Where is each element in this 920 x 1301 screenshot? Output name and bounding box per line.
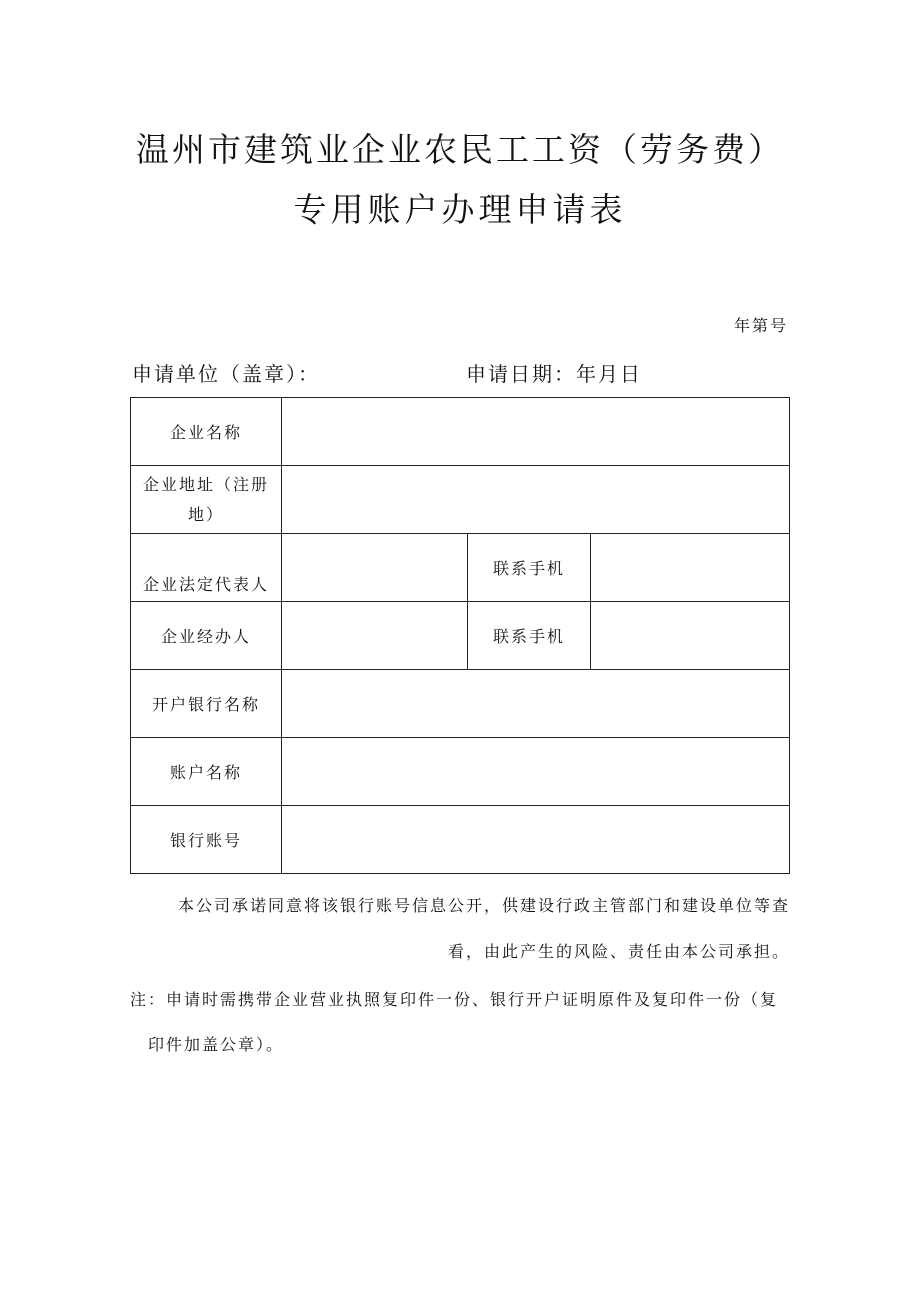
handler-label: 企业经办人 (131, 602, 282, 670)
account-name-label: 账户名称 (131, 738, 282, 806)
note-line1: 注：申请时需携带企业营业执照复印件一份、银行开户证明原件及复印件一份（复 (130, 990, 779, 1009)
table-row (131, 398, 790, 466)
legal-representative-field[interactable] (282, 534, 468, 602)
contact-phone-label-1: 联系手机 (468, 534, 591, 602)
company-name-label: 企业名称 (131, 398, 282, 466)
company-address-label: 企业地址（注册地） (131, 466, 282, 534)
bank-name-field[interactable] (282, 670, 790, 738)
table-row (131, 806, 790, 874)
company-name-field[interactable] (282, 398, 790, 466)
reference-number: 年第号 (733, 316, 788, 335)
contact-phone-field-1[interactable] (591, 534, 790, 602)
table-row (131, 738, 790, 806)
applicant-unit-label: 申请单位（盖章）： (132, 362, 320, 386)
application-form-table (130, 397, 790, 874)
contact-phone-field-2[interactable] (591, 602, 790, 670)
account-number-field[interactable] (282, 806, 790, 874)
commitment-statement-line2: 看，由此产生的风险、责任由本公司承担。 (447, 942, 790, 961)
form-title-line2: 专用账户办理申请表 (293, 190, 627, 229)
legal-representative-label: 企业法定代表人 (131, 534, 282, 602)
account-name-field[interactable] (282, 738, 790, 806)
contact-phone-label-2: 联系手机 (468, 602, 591, 670)
company-address-field[interactable] (282, 466, 790, 534)
form-title-line1: 温州市建筑业企业农民工工资（劳务费） (136, 130, 784, 169)
commitment-statement-line1: 本公司承诺同意将该银行账号信息公开，供建设行政主管部门和建设单位等查 (177, 896, 790, 915)
handler-field[interactable] (282, 602, 468, 670)
table-row (131, 602, 790, 670)
note-line2: 印件加盖公章）。 (148, 1035, 285, 1054)
table-row (131, 670, 790, 738)
table-row (131, 534, 790, 602)
table-row (131, 466, 790, 534)
bank-name-label: 开户银行名称 (131, 670, 282, 738)
apply-date-label: 申请日期：年月日 (466, 362, 642, 386)
account-number-label: 银行账号 (131, 806, 282, 874)
